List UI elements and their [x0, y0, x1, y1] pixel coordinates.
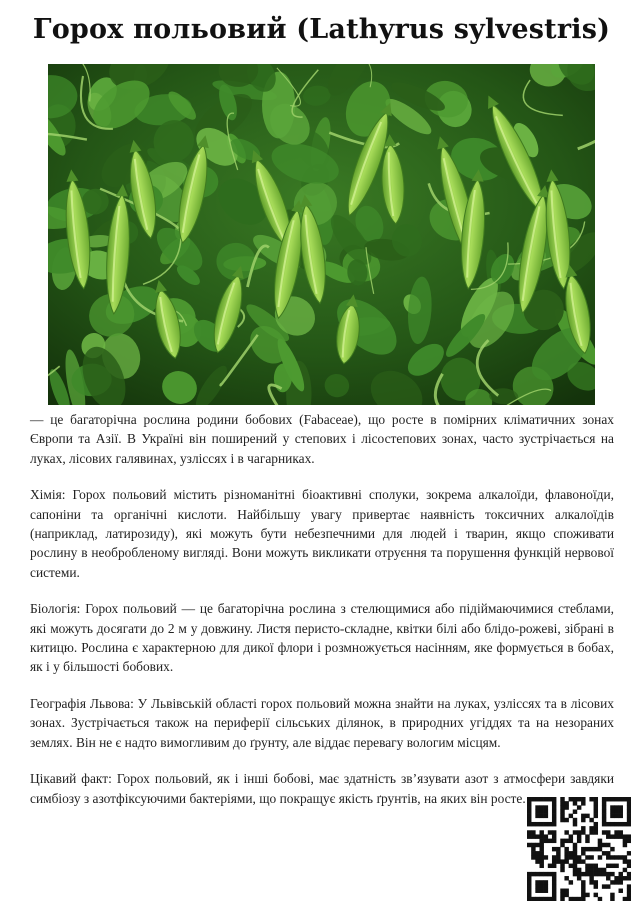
article-body	[30, 410, 614, 825]
pea-plant-photo	[48, 64, 595, 405]
fun-fact-paragraph: Цікавий факт: Горох польовий, як і інші бобові, має здатність зв’язувати азот з атмосфери завдяки симбіозу з азотфіксуючими бактеріями, що покращує якість ґрунтів, на яких він росте.	[30, 771, 614, 806]
biology-paragraph: Біологія: Горох польовий — це багаторічна рослина з стелющимися або підіймаючимися стеблами, які можуть досягати до 2 м у довжину. Листя перисто-складне, квітки білі або блідо-рожеві, зібрані в китицю. Рослина є характерною для дикої флори і розмножується насінням, яке формується в бобах, як і у більшості бобових.	[30, 601, 614, 675]
chemistry-paragraph: Хімія: Горох польовий містить різноманітні біоактивні сполуки, зокрема алкалоїди, флавоноїди, сапоніни та органічні кислоти. Найбільшу увагу привертає наявність токсичних алкалоїдів (наприклад, латирозиду), які можуть бути небезпечними для людей і тварин, якщо споживати рослину в необробленому вигляді. Вони можуть викликати отруєння та порушення функцій нервової системи.	[30, 487, 614, 580]
qr-code-icon[interactable]	[527, 797, 631, 901]
intro-paragraph: — це багаторічна рослина родини бобових (Fabaceae), що росте в помірних кліматичних зонах Європи та Азії. В Україні він поширений у степових і лісостепових зонах, часто зустрічається на луках, лісових галявинах, узліссях і в чагарниках.	[30, 412, 614, 466]
geography-paragraph: Географія Львова: У Львівській області горох польовий можна знайти на луках, узліссях та в лісових зонах. Зустрічається також на периферії сільських ділянок, в природних угіддях та на незораних землях. Він не є надто вимогливим до ґрунту, але віддає перевагу вологим місцям.	[30, 695, 614, 750]
page-title: Горох польовий (Lathyrus sylvestris)	[32, 14, 611, 45]
